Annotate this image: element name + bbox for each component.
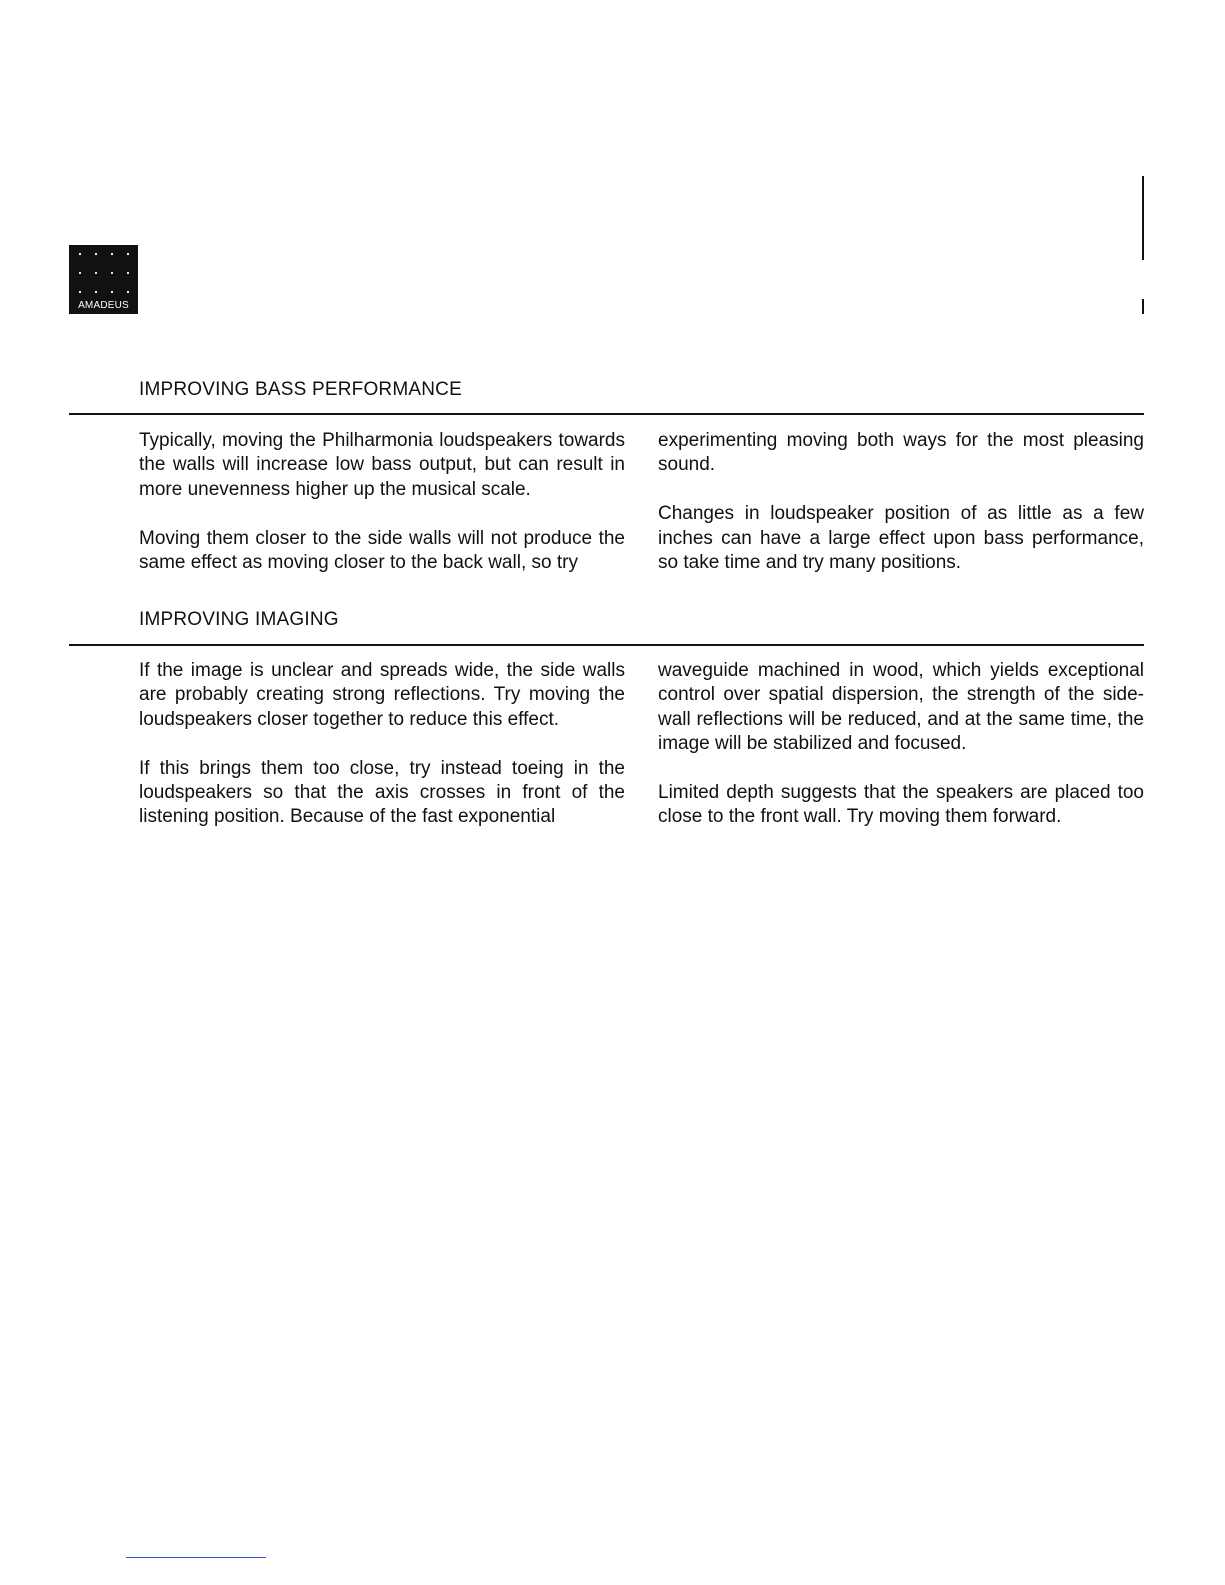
amadeus-logo: [69, 245, 138, 314]
paragraph: If this brings them too close, try instead toeing in the loudspeakers so that the axis crosses in front of the listening position. Because of the fast exponential: [139, 757, 625, 828]
bass-right-column: [658, 429, 1144, 575]
paragraph: waveguide machined in wood, which yields exceptional control over spatial dispersion, the strength of the side-wall reflections will be reduced, and at the same time, the image will be stabilized and focused.: [658, 660, 1144, 755]
footnote-separator: [126, 1557, 266, 1558]
paragraph: Changes in loudspeaker position of as little as a few inches can have a large effect upon bass performance, so take time and try many positions.: [658, 503, 1144, 574]
page-marker-bar-short: [1142, 299, 1144, 314]
paragraph: If the image is unclear and spreads wide, the side walls are probably creating strong reflections. Try moving the loudspeakers closer together to reduce this effect.: [139, 660, 625, 730]
logo-text: AMADEUS: [78, 300, 129, 311]
paragraph: Limited depth suggests that the speakers are placed too close to the front wall. Try moving them forward.: [658, 782, 1144, 828]
paragraph: experimenting moving both ways for the most pleasing sound.: [658, 430, 1144, 476]
imaging-left-column: [139, 659, 625, 830]
paragraph: Typically, moving the Philharmonia loudspeakers towards the walls will increase low bass output, but can result in more unevenness higher up the musical scale.: [139, 430, 625, 500]
section-title-imaging: IMPROVING IMAGING: [139, 609, 339, 630]
section-divider-bass: [69, 413, 1144, 415]
logo-dot-grid-icon: [69, 245, 138, 299]
bass-left-column: [139, 429, 625, 575]
page-marker-bar-long: [1142, 176, 1144, 260]
section-divider-imaging: [69, 644, 1144, 646]
paragraph: Moving them closer to the side walls will not produce the same effect as moving closer to the back wall, so try: [139, 527, 625, 574]
section-title-bass: IMPROVING BASS PERFORMANCE: [139, 379, 462, 400]
imaging-right-column: [658, 659, 1144, 830]
